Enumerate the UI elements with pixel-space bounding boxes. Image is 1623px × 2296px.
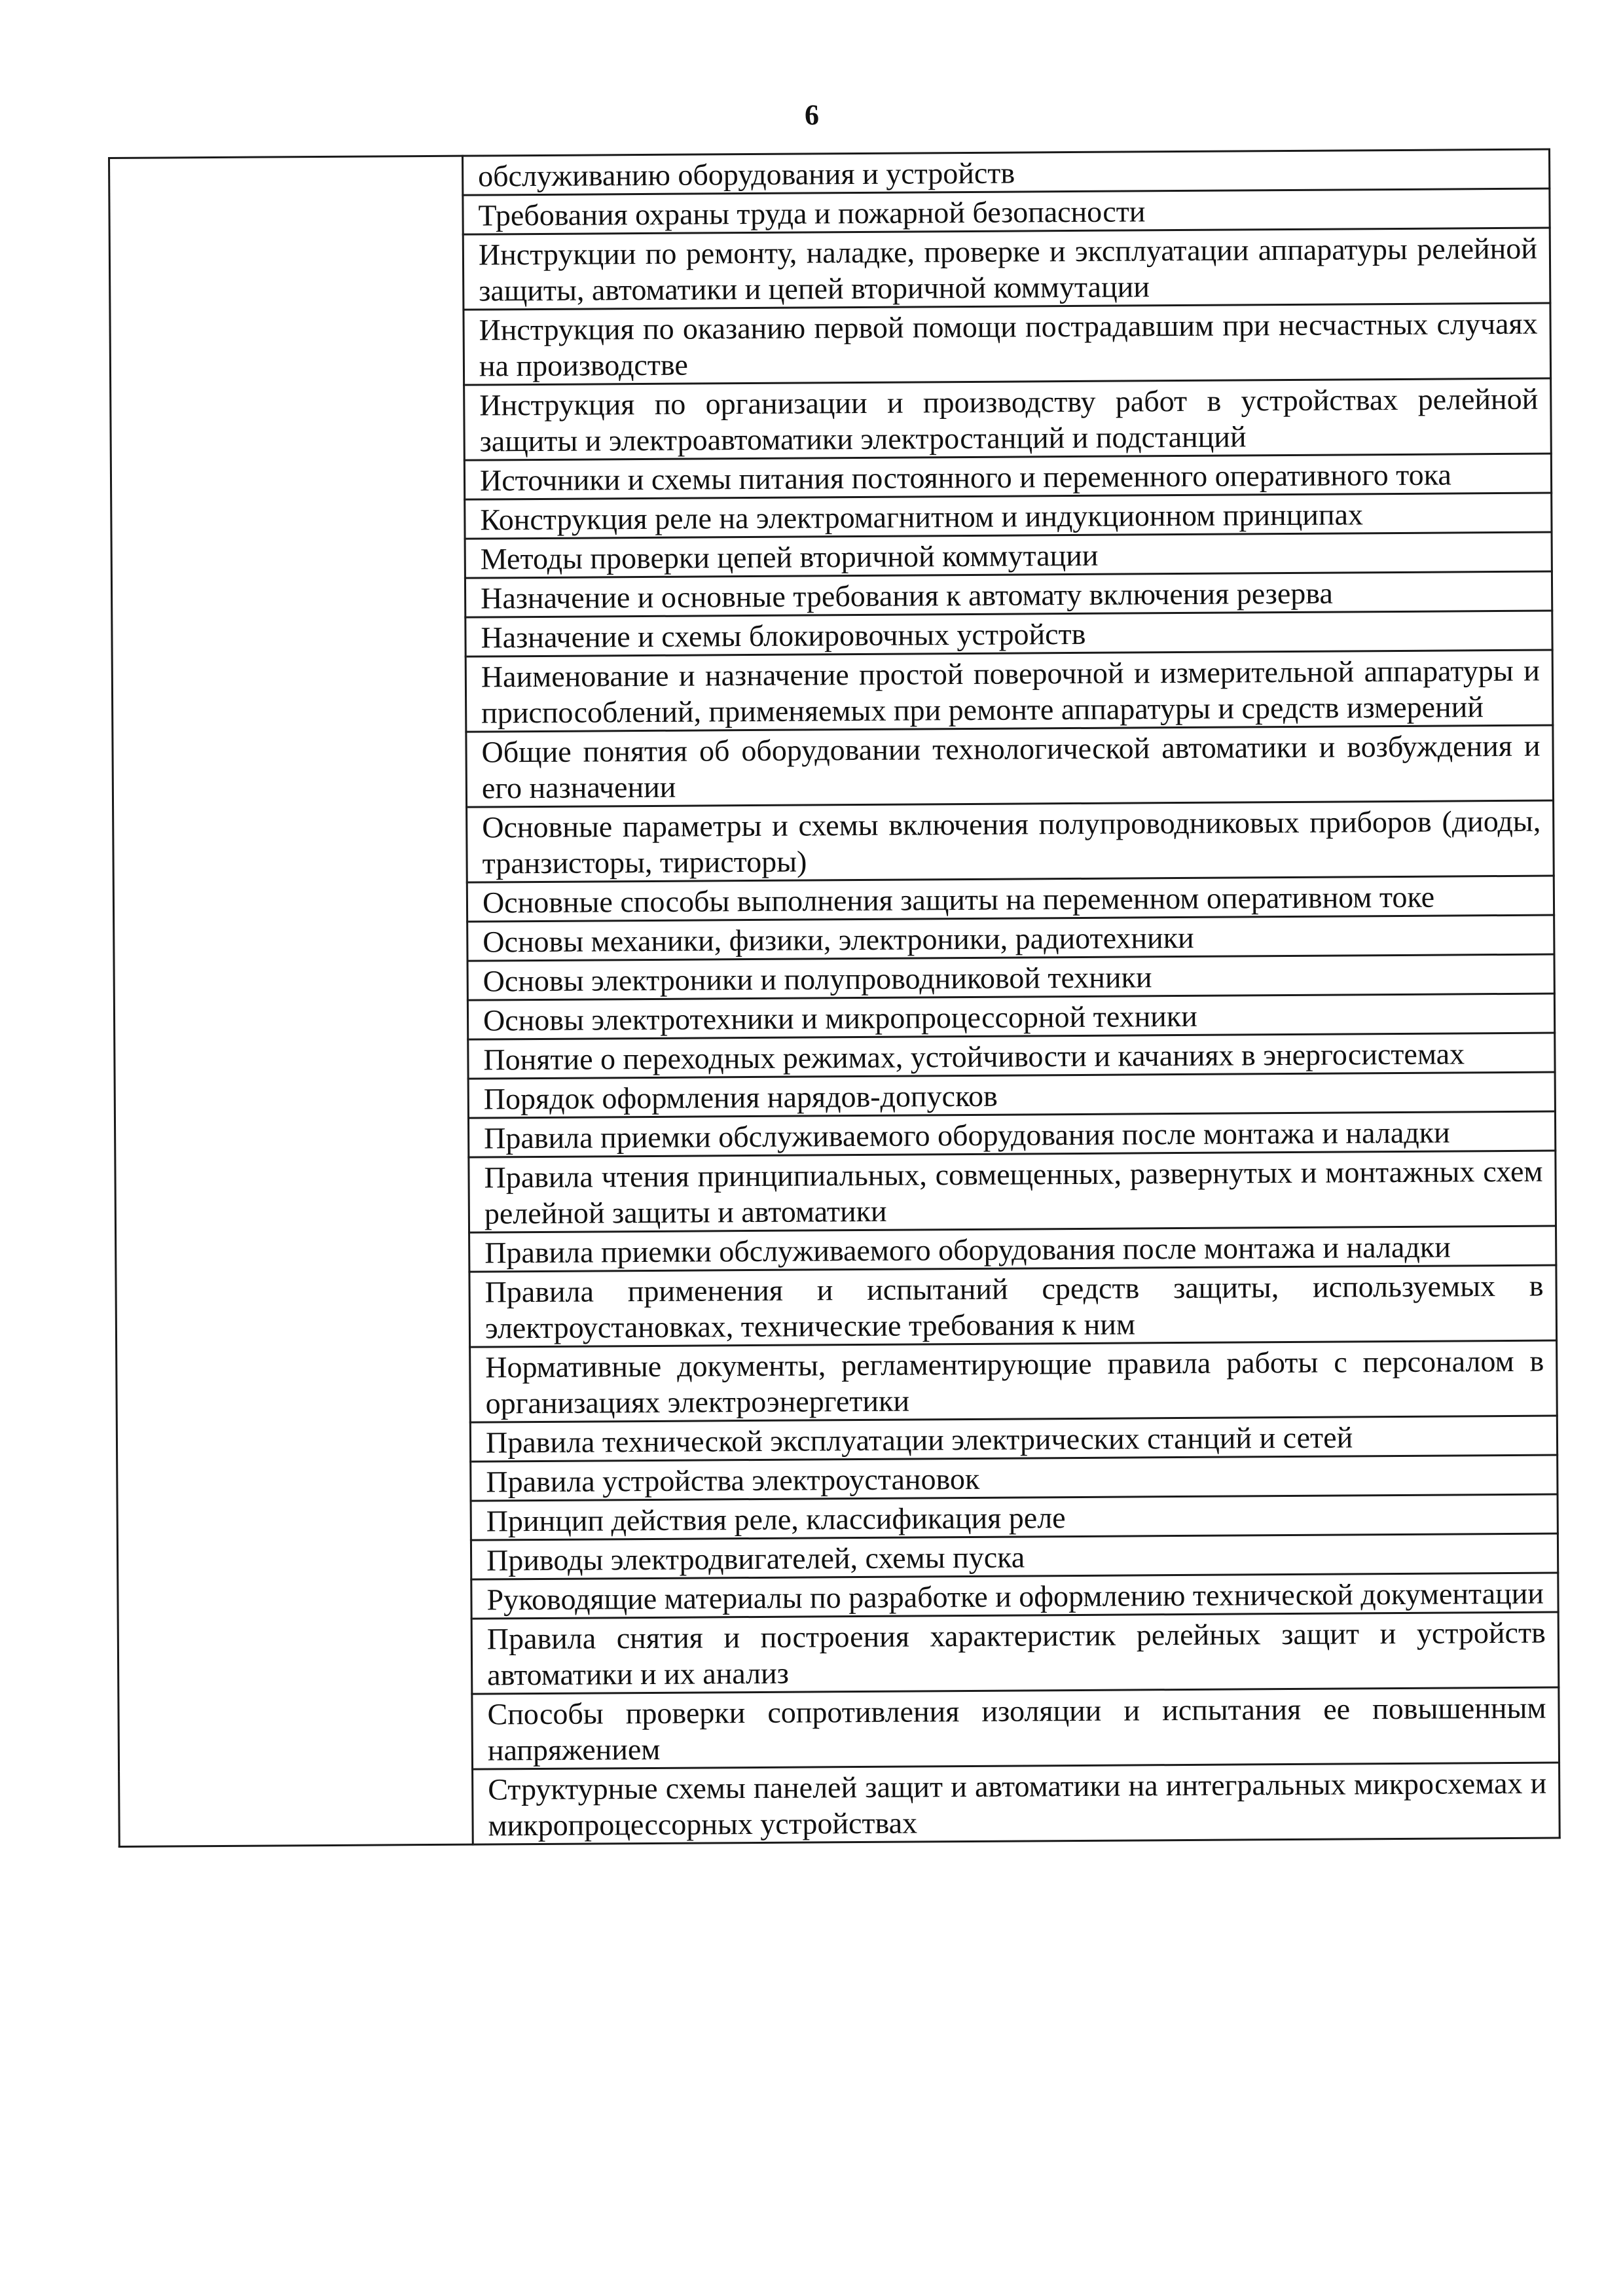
requirement-cell: Инструкции по ремонту, наладке, проверке и эксплуатации аппаратуры релейной защиты, автоматики и цепей вторичной коммутации <box>463 228 1550 310</box>
requirement-cell: Правила приемки обслуживаемого оборудования после монтажа и наладки <box>469 1226 1556 1272</box>
page-number: 6 <box>805 99 819 131</box>
requirement-cell: Правила технической эксплуатации электрических станций и сетей <box>470 1416 1557 1462</box>
requirement-cell: Назначение и основные требования к автомату включения резерва <box>465 571 1552 617</box>
requirement-cell: Порядок оформления нарядов-допусков <box>468 1072 1555 1118</box>
requirement-cell: Принцип действия реле, классификация реле <box>471 1494 1558 1540</box>
table-body <box>109 149 1560 1846</box>
requirement-cell: Основы электроники и полупроводниковой техники <box>467 954 1554 1000</box>
requirement-cell: Основы электротехники и микропроцессорной техники <box>467 994 1554 1039</box>
requirement-cell: Способы проверки сопротивления изоляции и испытания ее повышенным напряжением <box>472 1687 1559 1769</box>
requirement-cell: Наименование и назначение простой поверочной и измерительной аппаратуры и приспособлений, применяемых при ремонте аппаратуры и средств измерений <box>465 650 1553 732</box>
requirement-cell: Руководящие материалы по разработке и оформлению технической документации <box>471 1573 1558 1619</box>
requirements-table <box>108 149 1561 1848</box>
requirement-cell: Правила применения и испытаний средств защиты, используемых в электроустановках, технические требования к ним <box>469 1265 1557 1347</box>
requirement-cell: Назначение и схемы блокировочных устройств <box>465 611 1552 656</box>
requirement-cell: Понятие о переходных режимах, устойчивости и качаниях в энергосистемах <box>468 1033 1555 1079</box>
requirement-cell: Приводы электродвигателей, схемы пуска <box>471 1534 1558 1579</box>
requirement-cell: Правила снятия и построения характеристик релейных защит и устройств автоматики и их анализ <box>471 1612 1559 1694</box>
requirement-cell: Нормативные документы, регламентирующие правила работы с персоналом в организациях электроэнергетики <box>470 1340 1558 1422</box>
requirement-cell: Методы проверки цепей вторичной коммутации <box>465 532 1552 578</box>
requirement-cell: Требования охраны труда и пожарной безопасности <box>463 188 1550 234</box>
requirement-cell: Общие понятия об оборудовании технологической автоматики и возбуждения и его назначении <box>466 725 1554 807</box>
requirement-cell: обслуживанию оборудования и устройств <box>462 149 1549 195</box>
requirement-cell: Правила устройства электроустановок <box>471 1455 1558 1501</box>
requirement-cell: Правила чтения принципиальных, совмещенных, развернутых и монтажных схем релейной защиты и автоматики <box>469 1151 1556 1232</box>
requirement-cell: Правила приемки обслуживаемого оборудования после монтажа и наладки <box>468 1111 1555 1157</box>
left-column-cell <box>109 156 473 1846</box>
requirement-cell: Инструкция по оказанию первой помощи пострадавшим при несчастных случаях на производстве <box>464 303 1551 385</box>
requirement-cell: Основные параметры и схемы включения полупроводниковых приборов (диоды, транзисторы, тиристоры) <box>467 800 1554 882</box>
requirement-cell: Источники и схемы питания постоянного и переменного оперативного тока <box>464 454 1551 499</box>
requirement-cell: Структурные схемы панелей защит и автоматики на интегральных микросхемах и микропроцессорных устройствах <box>473 1763 1560 1844</box>
requirement-cell: Конструкция реле на электромагнитном и индукционном принципах <box>465 493 1552 539</box>
requirement-cell: Инструкция по организации и производству работ в устройствах релейной защиты и электроавтоматики электростанций и подстанций <box>464 378 1552 460</box>
requirement-cell: Основы механики, физики, электроники, радиотехники <box>467 915 1554 961</box>
requirement-cell: Основные способы выполнения защиты на переменном оперативном токе <box>467 876 1554 922</box>
